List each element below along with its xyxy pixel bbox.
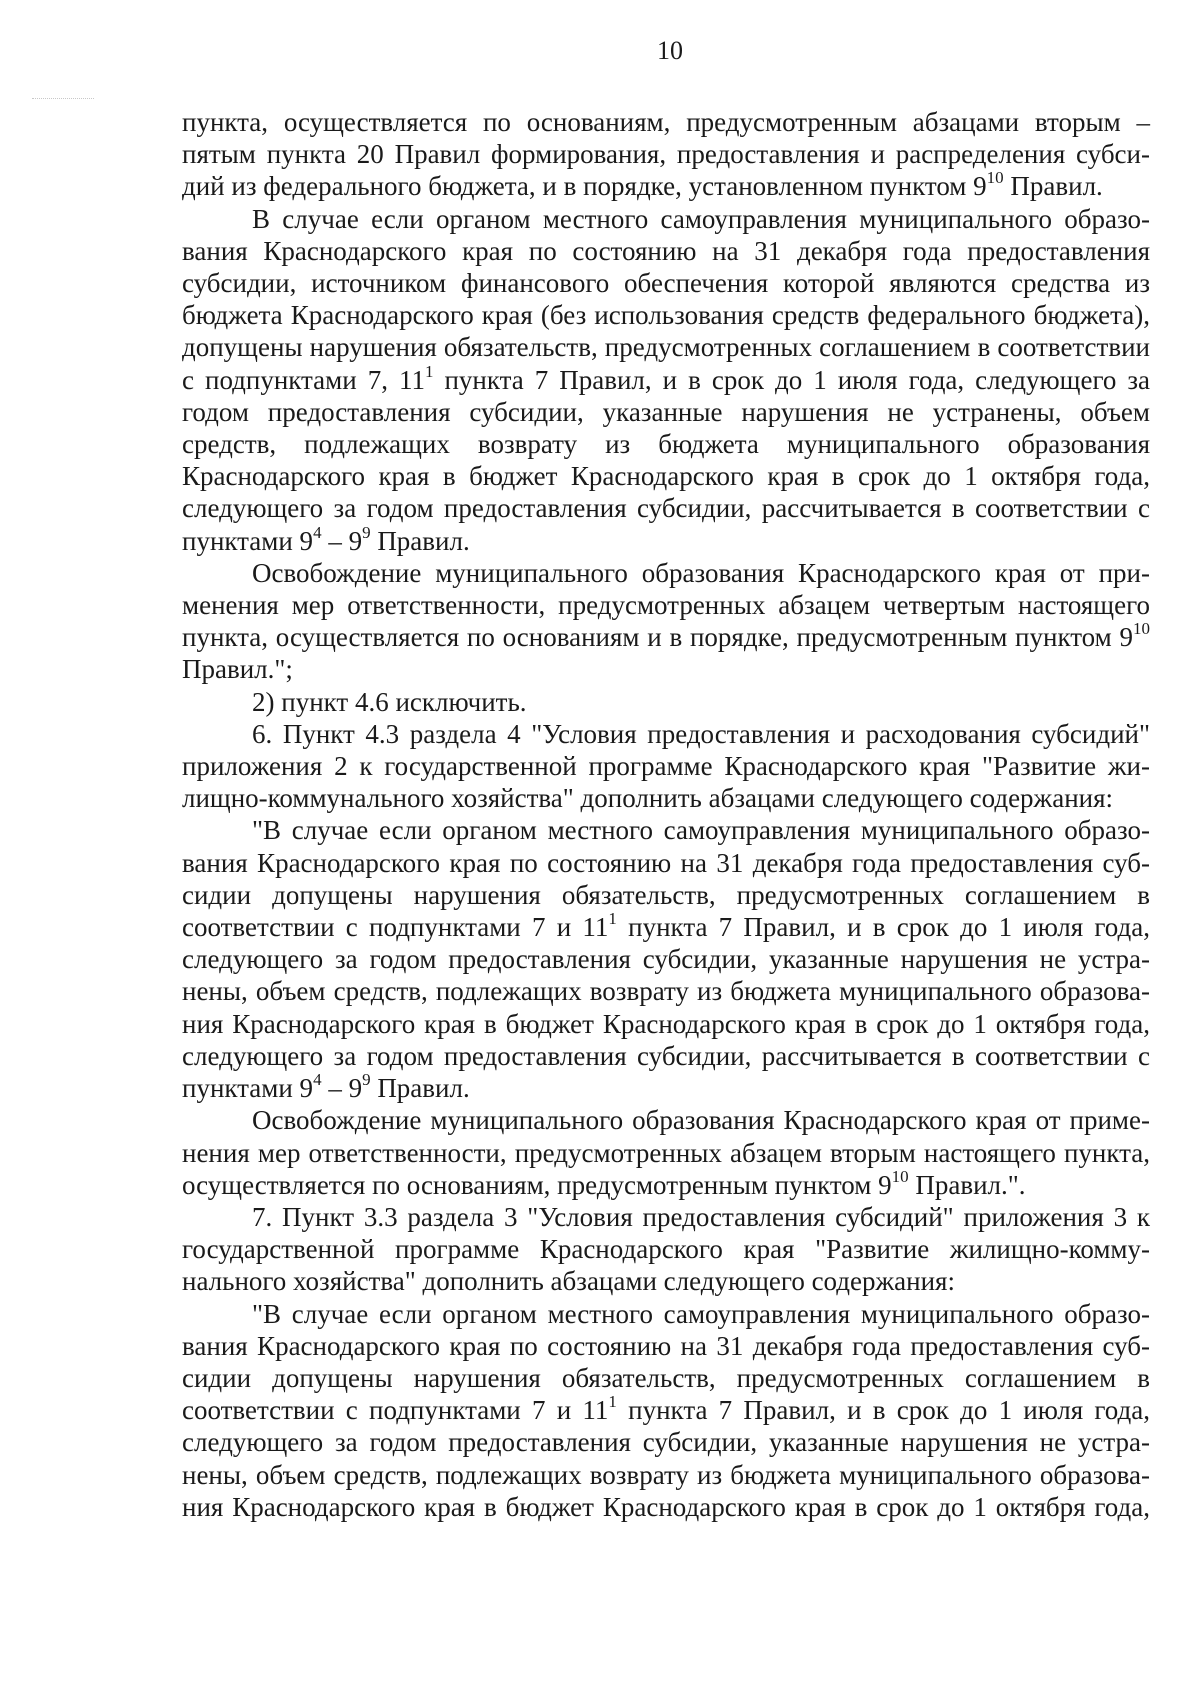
page-number: 10 — [657, 36, 683, 65]
paragraph-exemption-1: Освобождение муниципального образования Краснодарского края от применения мер ответственности, предусмотренных абзацем четвертым настоящего пункта, осуществляется по основаниям и в порядке, предусмотренным пунктом $9^{10}$ Правил."; — [182, 557, 1150, 685]
document-body — [182, 106, 1150, 1523]
paragraph-item-2: 2) пункт 4.6 исключить. — [252, 686, 527, 717]
paragraph-exemption-2: Освобождение муниципального образования Краснодарского края от применения мер ответственности, предусмотренных абзацем вторым настоящего пункта, осуществляется по основаниям, предусмотренным пунктом $9^{10}$ Правил.". — [182, 1105, 1150, 1200]
paragraph-item-7: 7. Пункт 3.3 раздела 3 "Условия предоставления субсидий" приложения 3 к государственной программе Краснодарского края "Развитие жилищно-коммунального хозяйства" дополнить абзацами следующего содержания: — [182, 1201, 1150, 1297]
paragraph-violation-appendix-3: "В случае если органом местного самоуправления муниципального образования Краснодарского края по состоянию на 31 декабря года предоставления субсидии допущены нарушения обязательств, предусмотренных соглашением в соответствии с подпунктами 7 и $11^1$ пункта 7 Правил, и в срок до 1 июля года, следующего за годом предоставления субсидии, указанные нарушения не устранены, объем средств, подлежащих возврату из бюджета муниципального образования Краснодарского края в бюджет Краснодарского края в срок до 1 октября года, — [182, 1298, 1150, 1522]
scan-artifact — [32, 98, 94, 101]
paragraph-continuation: пункта, осуществляется по основаниям, предусмотренным абзацами вторым – пятым пункта 20 Правил формирования, предоставления и распределения субсидий из федерального бюджета, и в порядке, установленном пунктом $9^{10}$ Правил. — [182, 107, 1150, 202]
paragraph-item-6: 6. Пункт 4.3 раздела 4 "Условия предоставления и расходования субсидий" приложения 2 к государственной программе Краснодарского края "Развитие жилищно-коммунального хозяйства" дополнить абзацами следующего содержания: — [182, 718, 1150, 814]
paragraph-violation-regional: В случае если органом местного самоуправления муниципального образования Краснодарского края по состоянию на 31 декабря года предоставления субсидии, источником финансового обеспечения которой являются средства из бюджета Краснодарского края (без использования средств федерального бюджета), допущены нарушения обязательств, предусмотренных соглашением в соответствии с подпунктами 7, $11^1$ пункта 7 Правил, и в срок до 1 июля года, следующего за годом предоставления субсидии, указанные нарушения не устранены, объем средств, подлежащих возврату из бюджета муниципального образования Краснодарского края в бюджет Краснодарского края в срок до 1 октября года, следующего за годом предоставления субсидии, рассчитывается в соответствии с пунктами $9^4 - 9^9$ Правил. — [182, 203, 1150, 556]
paragraph-violation-appendix-2: "В случае если органом местного самоуправления муниципального образования Краснодарского края по состоянию на 31 декабря года предоставления субсидии допущены нарушения обязательств, предусмотренных соглашением в соответствии с подпунктами 7 и $11^1$ пункта 7 Правил, и в срок до 1 июля года, следующего за годом предоставления субсидии, указанные нарушения не устранены, объем средств, подлежащих возврату из бюджета муниципального образования Краснодарского края в бюджет Краснодарского края в срок до 1 октября года, следующего за годом предоставления субсидии, рассчитывается в соответствии с пунктами $9^4 - 9^9$ Правил. — [182, 815, 1150, 1104]
